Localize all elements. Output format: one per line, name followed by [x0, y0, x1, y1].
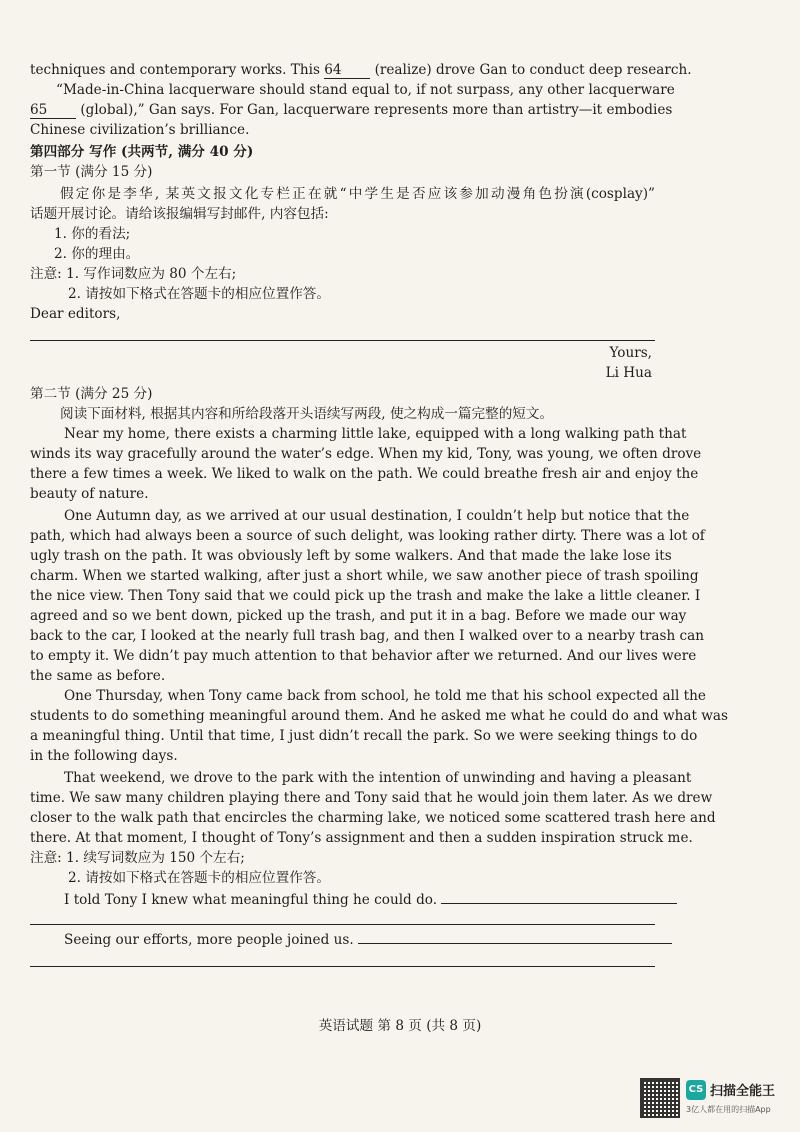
blank-65: 65: [30, 102, 76, 119]
section2-prompt: 阅读下面材料, 根据其内容和所给段落开头语续写两段, 使之构成一篇完整的短文。: [60, 406, 554, 422]
story-line: the nice view. Then Tony said that we could pick up the trash and make the lake a little cleaner. I: [30, 588, 701, 604]
story-line: charm. When we started walking, after just a short while, we saw another piece of trash spoiling: [30, 568, 699, 584]
section2-heading: 第二节 (满分 25 分): [30, 386, 153, 402]
letter-closing: Yours,: [609, 345, 652, 361]
story-line: winds its way gracefully around the water’s edge. When my kid, Tony, was young, we often drove: [30, 446, 702, 462]
section1-note: 注意: 1. 写作词数应为 80 个左右;: [30, 266, 237, 282]
story-line: beauty of nature.: [30, 486, 149, 502]
passage-line: 65 (global),” Gan says. For Gan, lacquerware represents more than artistry—it embodies: [30, 102, 673, 118]
story-line: a meaningful thing. Until that time, I just didn’t recall the park. So we were seeking things to do: [30, 728, 698, 744]
story-line: closer to the walk path that encircles the charming lake, we noticed some scattered trash here and: [30, 810, 716, 826]
story-line: Near my home, there exists a charming little lake, equipped with a long walking path that: [64, 426, 687, 442]
story-line: One Thursday, when Tony came back from school, he told me that his school expected all the: [64, 688, 706, 704]
story-line: students to do something meaningful around them. And he asked me what he could do and what was: [30, 708, 729, 724]
page-footer: 英语试题 第 8 页 (共 8 页): [318, 1018, 482, 1034]
passage-line: “Made-in-China lacquerware should stand equal to, if not surpass, any other lacquerware: [56, 82, 675, 98]
story-line: One Autumn day, as we arrived at our usual destination, I couldn’t help but notice that the: [64, 508, 690, 524]
blank-64: 64: [324, 62, 370, 79]
scanner-watermark: [640, 1078, 790, 1122]
part4-heading: 第四部分 写作 (共两节, 满分 40 分): [30, 144, 254, 160]
section2-note: 2. 请按如下格式在答题卡的相应位置作答。: [68, 870, 330, 886]
camscanner-logo: CS: [686, 1080, 706, 1100]
answer-blank: [441, 891, 677, 904]
story-line: to empty it. We didn’t pay much attention to that behavior after we returned. And our lives were: [30, 648, 697, 664]
section1-item: 2. 你的理由。: [54, 246, 140, 262]
letter-signature: Li Hua: [605, 365, 652, 381]
story-line: ugly trash on the path. It was obviously left by some walkers. And that made the lake lose its: [30, 548, 672, 564]
story-line: there. At that moment, I thought of Tony’s assignment and then a sudden inspiration struck me.: [30, 830, 693, 846]
story-line: time. We saw many children playing there and Tony said that he would join them later. As we drew: [30, 790, 713, 806]
section2-note: 注意: 1. 续写词数应为 150 个左右;: [30, 850, 245, 866]
qr-code-icon: [640, 1078, 680, 1118]
section1-note: 2. 请按如下格式在答题卡的相应位置作答。: [68, 286, 330, 302]
story-line: the same as before.: [30, 668, 166, 684]
continuation-paragraph-2-start: Seeing our efforts, more people joined us.: [30, 930, 689, 950]
passage-line: Chinese civilization’s brilliance.: [30, 122, 250, 138]
story-line: path, which had always been a source of such delight, was looking rather dirty. There was a lot of: [30, 528, 705, 544]
letter-greeting: Dear editors,: [30, 306, 121, 322]
answer-rule: [30, 340, 655, 341]
story-line: agreed and so we bent down, picked up the trash, and put it in a bag. Before we made our way: [30, 608, 687, 624]
story-line: there a few times a week. We liked to walk on the path. We could breathe fresh air and enjoy the: [30, 466, 699, 482]
passage-line: techniques and contemporary works. This 64 (realize) drove Gan to conduct deep research.: [30, 62, 692, 78]
story-line: back to the car, I looked at the nearly full trash bag, and then I walked over to a nearby trash can: [30, 628, 705, 644]
section1-prompt: 假定你是李华, 某英文报文化专栏正在就“中学生是否应该参加动漫角色扮演(cosplay)”: [60, 186, 655, 202]
answer-rule: [30, 924, 655, 925]
section1-item: 1. 你的看法;: [54, 226, 131, 242]
section1-prompt: 话题开展讨论。请给该报编辑写封邮件, 内容包括:: [30, 206, 329, 222]
brand-tagline: 3亿人都在用的扫描App: [686, 1105, 771, 1114]
story-line: in the following days.: [30, 748, 178, 764]
story-line: That weekend, we drove to the park with the intention of unwinding and having a pleasant: [64, 770, 692, 786]
brand-name: 扫描全能王: [710, 1084, 776, 1099]
continuation-paragraph-1-start: I told Tony I knew what meaningful thing he could do.: [30, 890, 689, 910]
answer-blank: [358, 931, 672, 944]
section1-heading: 第一节 (满分 15 分): [30, 164, 153, 180]
answer-rule: [30, 966, 655, 967]
